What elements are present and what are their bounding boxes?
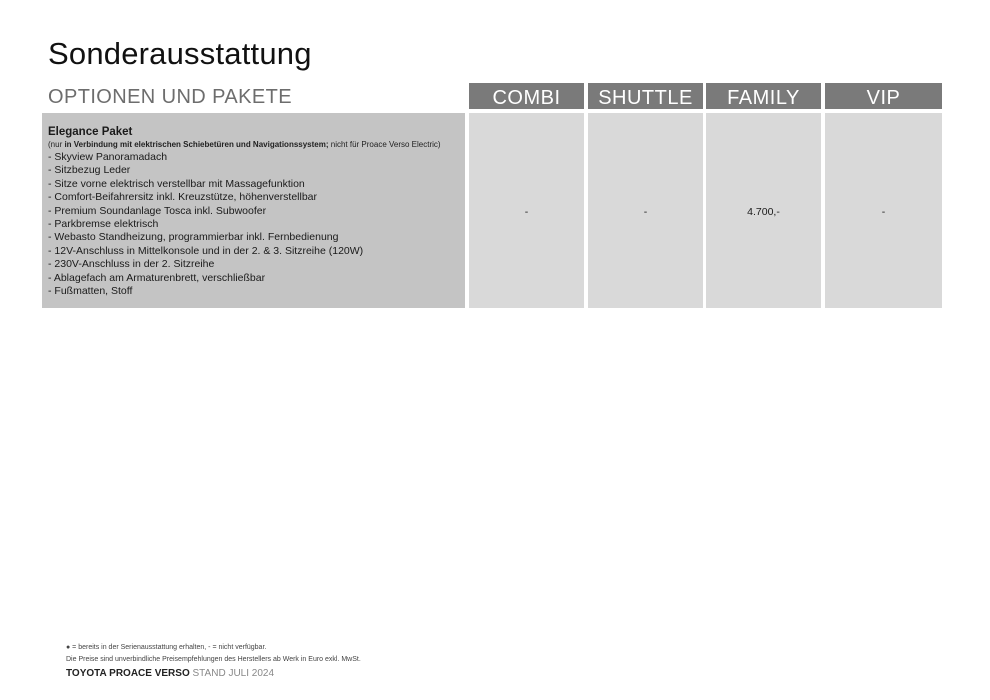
- package-note: [48, 139, 465, 151]
- page-title: Sonderausstattung: [48, 36, 312, 71]
- feature-item: - 230V-Anschluss in der 2. Sitzreihe: [48, 258, 215, 271]
- feature-item: - Comfort-Beifahrersitz inkl. Kreuzstütze, höhenverstellbar: [48, 191, 318, 204]
- column-header-family: FAMILY: [706, 83, 821, 109]
- column-header-vip: VIP: [825, 83, 942, 109]
- feature-item: - Webasto Standheizung, programmierbar inkl. Fernbedienung: [48, 231, 339, 244]
- column-header-combi: COMBI: [469, 83, 584, 109]
- price-cell-family: 4.700,-: [706, 113, 821, 308]
- feature-item: - Sitze vorne elektrisch verstellbar mit Massagefunktion: [48, 177, 305, 190]
- column-header-shuttle: SHUTTLE: [588, 83, 703, 109]
- package-note-open: (nur: [48, 140, 65, 149]
- feature-item: - 12V-Anschluss in Mittelkonsole und in der 2. & 3. Sitzreihe (120W): [48, 244, 364, 257]
- price-cell-shuttle: -: [588, 113, 703, 308]
- package-note-bold: in Verbindung mit elektrischen Schiebetüren und Navigationssystem;: [64, 140, 329, 149]
- feature-item: - Skyview Panoramadach: [48, 151, 168, 163]
- package-name: Elegance Paket: [48, 126, 133, 138]
- section-heading: OPTIONEN UND PAKETE: [48, 86, 292, 108]
- footer-brand-line: [66, 668, 274, 679]
- feature-item: - Sitzbezug Leder: [48, 164, 131, 177]
- package-feature-list: [48, 151, 465, 298]
- footer-legend: ● = bereits in der Serienausstattung erhalten, - = nicht verfügbar.: [66, 644, 267, 651]
- feature-item: - Premium Soundanlage Tosca inkl. Subwoofer: [48, 204, 267, 217]
- feature-item: - Ablagefach am Armaturenbrett, verschließbar: [48, 271, 266, 284]
- footer-disclaimer: Die Preise sind unverbindliche Preisempfehlungen des Herstellers ab Werk in Euro exkl. MwSt.: [66, 656, 361, 663]
- stand-date: STAND JULI 2024: [192, 668, 275, 679]
- package-description-cell: [42, 113, 465, 308]
- price-cell-vip: -: [825, 113, 942, 308]
- price-cell-combi: -: [469, 113, 584, 308]
- package-note-rest: nicht für Proace Verso Electric): [328, 140, 441, 149]
- feature-item: - Fußmatten, Stoff: [48, 285, 133, 298]
- feature-item: - Parkbremse elektrisch: [48, 218, 159, 231]
- brand-name: TOYOTA PROACE VERSO: [66, 668, 190, 679]
